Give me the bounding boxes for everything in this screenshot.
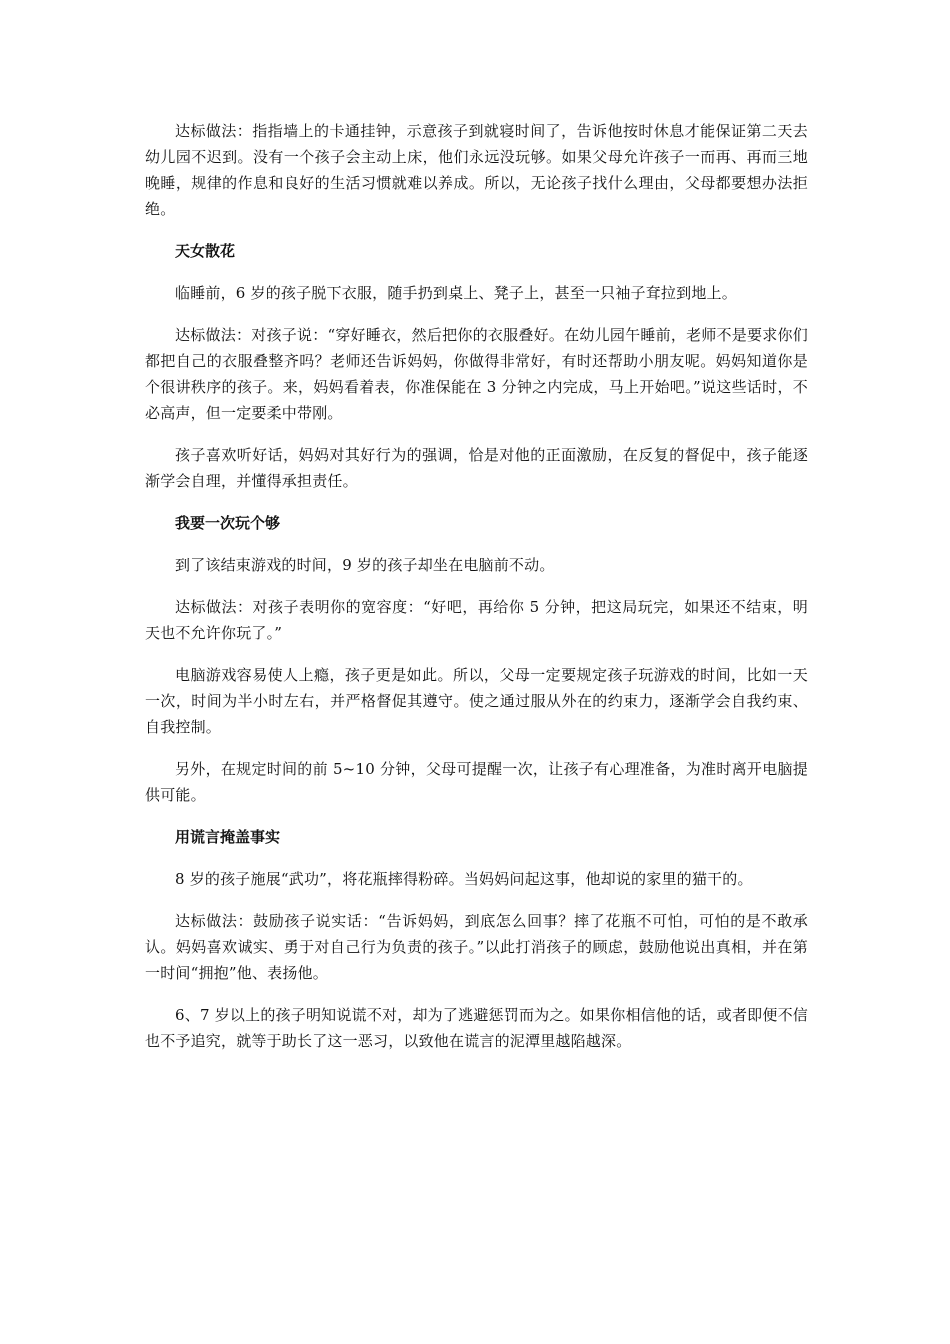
paragraph: 临睡前，6 岁的孩子脱下衣服，随手扔到桌上、凳子上，甚至一只袖子耷拉到地上。 (175, 284, 737, 302)
paragraph: 达标做法：指指墙上的卡通挂钟，示意孩子到就寝时间了，告诉他按时休息才能保证第二天去幼儿园不迟到。没有一个孩子会主动上床，他们永远没玩够。如果父母允许孩子一而再、再而三地晚睡，规律的作息和良好的生活习惯就难以养成。所以，无论孩子找什么理由，父母都要想办法拒绝。 (145, 122, 808, 218)
document-page (145, 118, 808, 1070)
paragraph: 达标做法：对孩子表明你的宽容度：“好吧，再给你 5 分钟，把这局玩完，如果还不结束，明天也不允许你玩了。” (145, 598, 808, 642)
paragraph: 8 岁的孩子施展“武功”，将花瓶摔得粉碎。当妈妈问起这事，他却说的家里的猫干的。 (175, 870, 753, 888)
paragraph: 6、7 岁以上的孩子明知说谎不对，却为了逃避惩罚而为之。如果你相信他的话，或者即便不信也不予追究，就等于助长了这一恶习，以致他在谎言的泥潭里越陷越深。 (145, 1006, 808, 1050)
section-heading: 用谎言掩盖事实 (175, 828, 281, 846)
paragraph: 孩子喜欢听好话，妈妈对其好行为的强调，恰是对他的正面激励，在反复的督促中，孩子能逐渐学会自理，并懂得承担责任。 (145, 446, 808, 490)
section-heading: 我要一次玩个够 (175, 514, 281, 532)
paragraph: 达标做法：对孩子说：“穿好睡衣，然后把你的衣服叠好。在幼儿园午睡前，老师不是要求你们都把自己的衣服叠整齐吗？老师还告诉妈妈，你做得非常好，有时还帮助小朋友呢。妈妈知道你是个很讲秩序的孩子。来，妈妈看着表，你准保能在 3 分钟之内完成，马上开始吧。”说这些话时，不必高声，但一定要柔中带刚。 (145, 326, 808, 422)
section-heading: 天女散花 (175, 242, 236, 260)
paragraph: 另外，在规定时间的前 5~10 分钟，父母可提醒一次，让孩子有心理准备，为准时离开电脑提供可能。 (145, 760, 808, 804)
paragraph: 达标做法：鼓励孩子说实话：“告诉妈妈，到底怎么回事？摔了花瓶不可怕，可怕的是不敢承认。妈妈喜欢诚实、勇于对自己行为负责的孩子。”以此打消孩子的顾虑，鼓励他说出真相，并在第一时间“拥抱”他、表扬他。 (145, 912, 808, 982)
paragraph: 到了该结束游戏的时间，9 岁的孩子却坐在电脑前不动。 (175, 556, 555, 574)
paragraph: 电脑游戏容易使人上瘾，孩子更是如此。所以，父母一定要规定孩子玩游戏的时间，比如一天一次，时间为半小时左右，并严格督促其遵守。使之通过服从外在的约束力，逐渐学会自我约束、自我控制。 (145, 666, 808, 736)
